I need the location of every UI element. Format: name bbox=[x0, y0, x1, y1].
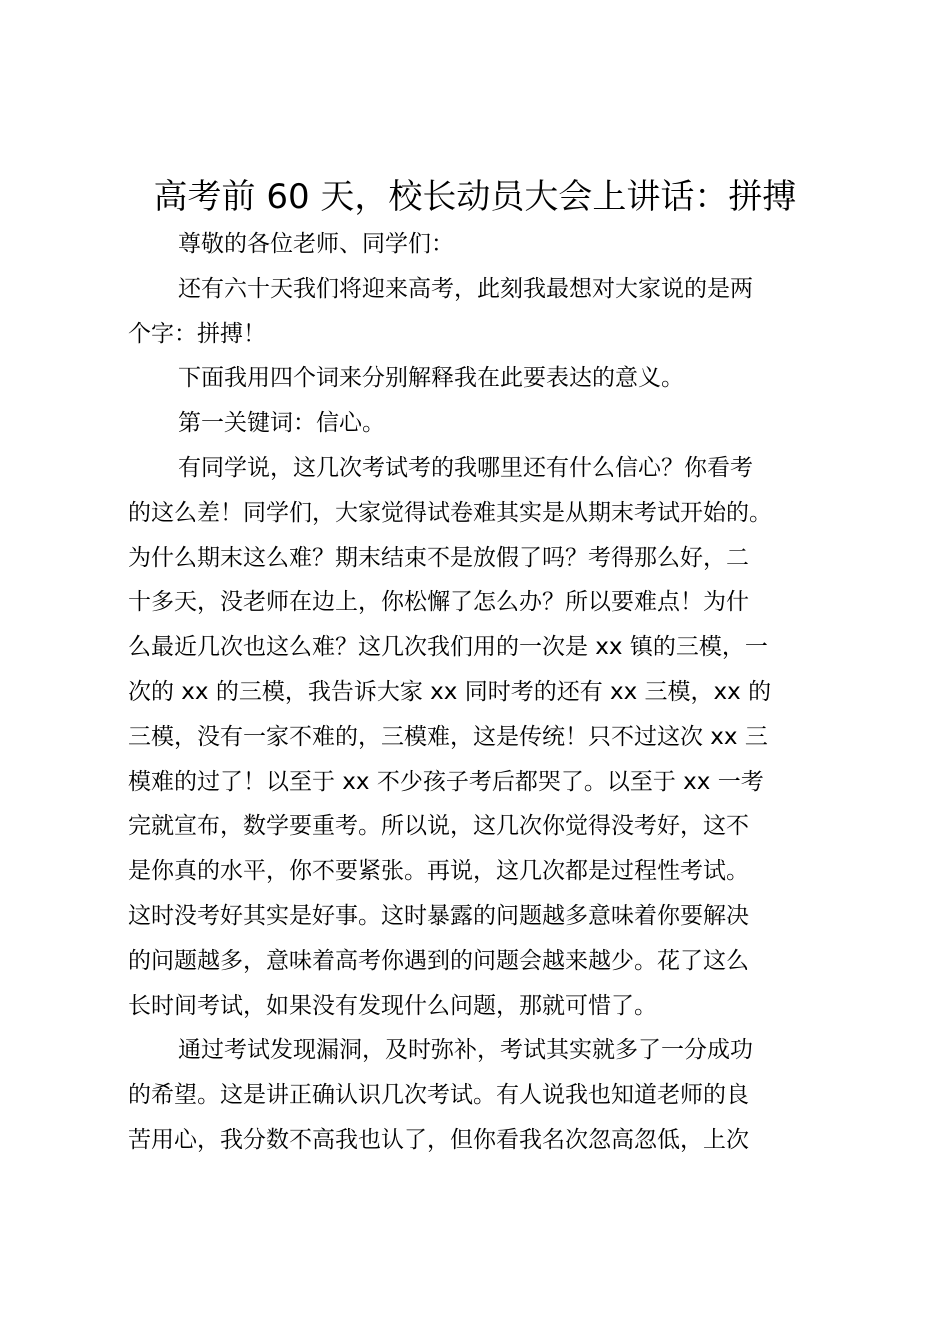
text-line: 长时间考试，如果没有发现什么问题，那就可惜了。 bbox=[128, 992, 657, 1019]
text-line: 完就宣布，数学要重考。所以说，这几次你觉得没考好，这不 bbox=[128, 813, 749, 840]
text-line: 么最近几次也这么难？这几次我们用的一次是 xx 镇的三模，一 bbox=[128, 634, 768, 661]
text-line: 苦用心，我分数不高我也认了，但你看我名次忽高忽低，上次 bbox=[128, 1126, 749, 1153]
outline-paragraph bbox=[128, 356, 840, 401]
exam-paragraph bbox=[128, 1028, 840, 1162]
text-line: 个字：拼搏！ bbox=[128, 320, 266, 347]
text-line: 有同学说，这几次考试考的我哪里还有什么信心？你看考 bbox=[178, 454, 753, 481]
text-line: 模难的过了！以至于 xx 不少孩子考后都哭了。以至于 xx 一考 bbox=[128, 768, 764, 795]
text-line: 次的 xx 的三模，我告诉大家 xx 同时考的还有 xx 三模，xx 的 bbox=[128, 678, 772, 705]
text-line: 为什么期末这么难？期末结束不是放假了吗？考得那么好，二 bbox=[128, 544, 749, 571]
confidence-paragraph bbox=[128, 446, 840, 1028]
text-line: 的问题越多，意味着高考你遇到的问题会越来越少。花了这么 bbox=[128, 947, 749, 974]
text-line: 十多天，没老师在边上，你松懈了怎么办？所以要难点！为什 bbox=[128, 589, 749, 616]
salutation-paragraph bbox=[128, 222, 840, 267]
text-line: 第一关键词：信心。 bbox=[178, 410, 385, 437]
text-line: 通过考试发现漏洞，及时弥补，考试其实就多了一分成功 bbox=[178, 1037, 753, 1064]
text-line: 还有六十天我们将迎来高考，此刻我最想对大家说的是两 bbox=[178, 275, 753, 302]
text-line: 的希望。这是讲正确认识几次考试。有人说我也知道老师的良 bbox=[128, 1082, 749, 1109]
intro-paragraph bbox=[128, 267, 840, 357]
text-line: 三模，没有一家不难的，三模难，这是传统！只不过这次 xx 三 bbox=[128, 723, 768, 750]
text-line: 的这么差！同学们，大家觉得试卷难其实是从期末考试开始的。 bbox=[128, 499, 772, 526]
keyword-heading bbox=[128, 401, 840, 446]
text-line: 是你真的水平，你不要紧张。再说，这几次都是过程性考试。 bbox=[128, 858, 749, 885]
text-line: 这时没考好其实是好事。这时暴露的问题越多意味着你要解决 bbox=[128, 902, 749, 929]
text-line: 尊敬的各位老师、同学们： bbox=[178, 231, 454, 257]
document-body bbox=[128, 222, 840, 1163]
text-line: 下面我用四个词来分别解释我在此要表达的意义。 bbox=[178, 365, 684, 392]
document-title: 高考前 60 天，校长动员大会上讲话：拼搏 bbox=[153, 177, 797, 217]
